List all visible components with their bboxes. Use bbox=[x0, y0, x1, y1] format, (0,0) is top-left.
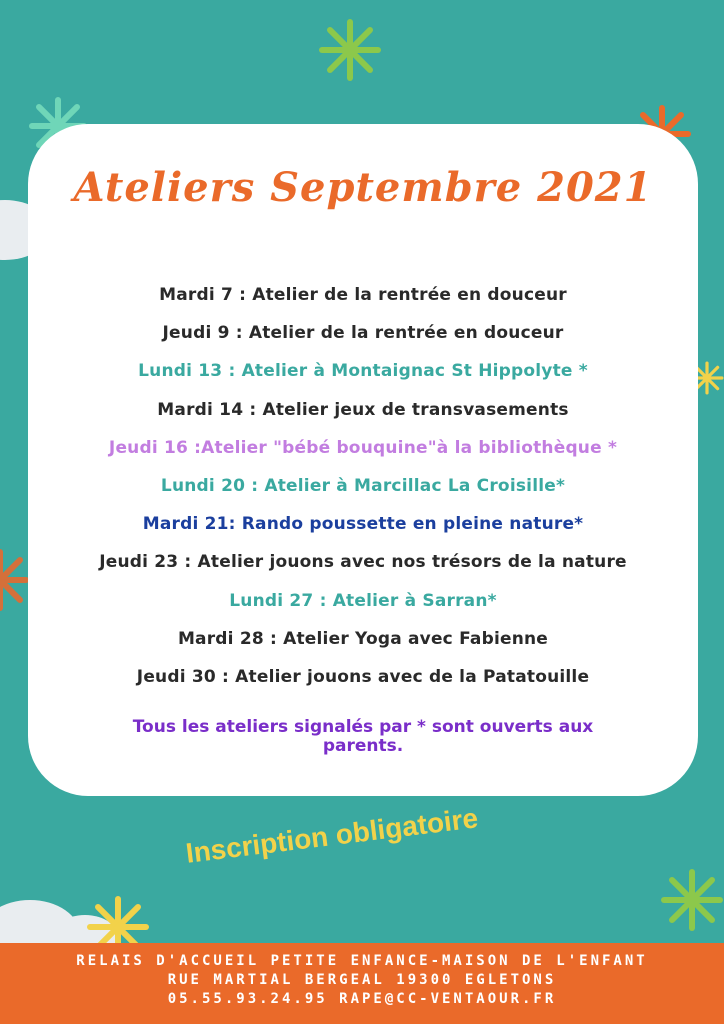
footer-line-1: RELAIS D'ACCUEIL PETITE ENFANCE-MAISON DE L'ENFANT bbox=[76, 953, 648, 969]
page-title: Ateliers Septembre 2021 bbox=[73, 164, 653, 211]
event-item: Jeudi 23 : Atelier jouons avec nos trésors de la nature bbox=[99, 552, 627, 573]
event-item: Mardi 14 : Atelier jeux de transvasements bbox=[157, 399, 569, 420]
event-item: Jeudi 9 : Atelier de la rentrée en douceur bbox=[162, 323, 564, 344]
footer-line-2: RUE MARTIAL BERGEAL 19300 EGLETONS bbox=[167, 972, 557, 988]
event-item: Mardi 7 : Atelier de la rentrée en douceur bbox=[159, 285, 567, 305]
star-bottom-left-yellow-icon bbox=[86, 895, 150, 945]
footer bbox=[0, 943, 724, 1024]
event-item: Mardi 21: Rando poussette en pleine nature* bbox=[142, 514, 584, 535]
event-item: Mardi 28 : Atelier Yoga avec Fabienne bbox=[177, 628, 549, 649]
star-bottom-right-green-icon bbox=[660, 868, 724, 932]
event-item: Jeudi 16 :Atelier "bébé bouquine"à la bibliothèque * bbox=[108, 437, 618, 458]
events-list bbox=[28, 276, 698, 696]
events-card bbox=[28, 124, 698, 796]
event-item: Lundi 27 : Atelier à Sarran* bbox=[229, 590, 497, 611]
footer-line-3: 05.55.93.24.95 RAPE@CC-VENTAOUR.FR bbox=[167, 991, 557, 1007]
event-item: Jeudi 30 : Atelier jouons avec de la Patatouille bbox=[136, 666, 590, 687]
parents-note: Tous les ateliers signalés par * sont ouverts aux parents. bbox=[132, 717, 594, 756]
star-left-orange-icon bbox=[0, 548, 30, 612]
star-top-green-icon bbox=[318, 18, 382, 82]
event-item: Lundi 13 : Atelier à Montaignac St Hippolyte * bbox=[138, 361, 588, 382]
signup-notice: Inscription obligatoire bbox=[184, 802, 480, 869]
event-item: Lundi 20 : Atelier à Marcillac La Croisille* bbox=[160, 475, 566, 496]
